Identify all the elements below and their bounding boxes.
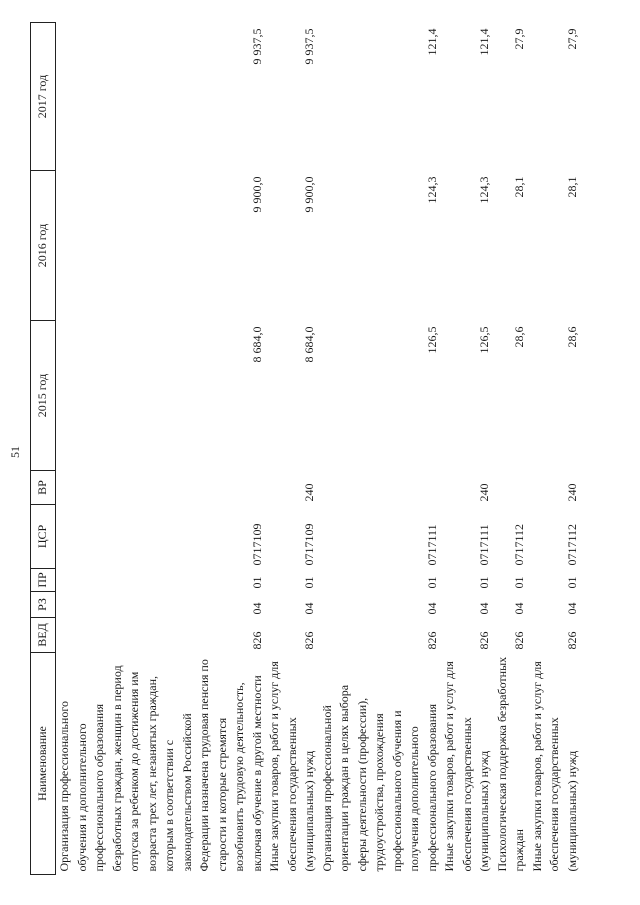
row-name: Психологическая поддержка безработных граждан <box>494 656 526 872</box>
row-name: Организация профессиональной ориентации граждан в целях выбора сферы деятельности (профессии), трудоустройства, прохождения профессионального обучения и получения дополнительного профессионального образования <box>319 684 439 872</box>
row-pr: 01 <box>302 576 316 589</box>
row-rz: 04 <box>477 602 491 615</box>
row-2016: 9 900,0 <box>302 176 316 213</box>
row-2016: 28,1 <box>564 176 579 198</box>
table-row <box>266 23 319 875</box>
row-2017: 9 937,5 <box>249 28 264 65</box>
header-pr: ПР <box>31 569 56 592</box>
row-vr: 240 <box>564 483 579 502</box>
row-2017: 121,4 <box>477 28 491 56</box>
row-2015: 126,5 <box>424 326 439 354</box>
table-row <box>319 23 442 875</box>
header-2016: 2016 год <box>31 171 56 321</box>
row-2016: 28,1 <box>512 176 526 198</box>
page-number: 51 <box>8 446 22 458</box>
row-name: Иные закупки товаров, работ и услуг для обеспечения государственных (муниципальных) нужд <box>529 661 579 872</box>
row-vr <box>56 471 267 505</box>
row-csr: 0717111 <box>477 524 491 566</box>
row-pr: 01 <box>477 576 491 589</box>
row-vr: 240 <box>302 483 316 502</box>
table-row <box>529 23 582 875</box>
row-csr: 0717112 <box>512 523 526 566</box>
row-2017: 9 937,5 <box>302 28 316 65</box>
row-name: Организация профессионального обучения и дополнительного профессионального образования безработных граждан, женщин в период отпуска за ребенком до достижения им возраста трех лет, незанятых граждан, которым в соответствии с законодательством Российской Федерации назначена трудовая пенсия по старости и которые стремятся возобновить трудовую деятельность, включая обучение в другой местности <box>57 659 264 872</box>
row-ved: 826 <box>512 631 526 650</box>
row-rz: 04 <box>249 602 264 615</box>
row-ved: 826 <box>302 631 316 650</box>
row-rz: 04 <box>564 602 579 615</box>
row-ved: 826 <box>424 631 439 650</box>
row-2015: 28,6 <box>564 326 579 348</box>
row-ved: 826 <box>477 631 491 650</box>
row-vr <box>319 471 442 505</box>
row-rz: 04 <box>302 602 316 615</box>
row-ved: 826 <box>249 631 264 650</box>
budget-table <box>30 22 581 875</box>
row-pr: 01 <box>564 576 579 589</box>
row-2015: 28,6 <box>512 326 526 348</box>
header-2015: 2015 год <box>31 321 56 471</box>
row-csr: 0717109 <box>302 523 316 566</box>
row-2017: 121,4 <box>424 28 439 56</box>
row-2016: 9 900,0 <box>249 176 264 213</box>
row-pr: 01 <box>512 576 526 589</box>
row-rz: 04 <box>424 602 439 615</box>
table-row <box>56 23 267 875</box>
row-rz: 04 <box>512 602 526 615</box>
header-name: Наименование <box>31 653 56 875</box>
row-2015: 8 684,0 <box>302 326 316 363</box>
row-csr: 0717109 <box>249 523 264 566</box>
header-csr: ЦСР <box>31 505 56 569</box>
row-2017: 27,9 <box>512 28 526 50</box>
header-vr: ВР <box>31 471 56 505</box>
row-csr: 0717112 <box>564 523 579 566</box>
row-name: Иные закупки товаров, работ и услуг для обеспечения государственных (муниципальных) нужд <box>442 661 491 872</box>
row-2017: 27,9 <box>564 28 579 50</box>
table-row <box>494 23 529 875</box>
row-vr: 240 <box>477 483 491 502</box>
header-rz: РЗ <box>31 592 56 618</box>
row-2016: 124,3 <box>477 176 491 204</box>
row-pr: 01 <box>424 576 439 589</box>
table-row <box>441 23 494 875</box>
row-2016: 124,3 <box>424 176 439 204</box>
row-2015: 126,5 <box>477 326 491 354</box>
row-ved: 826 <box>564 631 579 650</box>
row-2015: 8 684,0 <box>249 326 264 363</box>
header-2017: 2017 год <box>31 23 56 171</box>
row-name: Иные закупки товаров, работ и услуг для обеспечения государственных (муниципальных) нужд <box>267 661 316 872</box>
row-csr: 0717111 <box>424 524 439 566</box>
row-vr <box>494 471 529 505</box>
row-pr: 01 <box>249 576 264 589</box>
header-ved: ВЕД <box>31 618 56 653</box>
table-header-row <box>31 23 56 875</box>
